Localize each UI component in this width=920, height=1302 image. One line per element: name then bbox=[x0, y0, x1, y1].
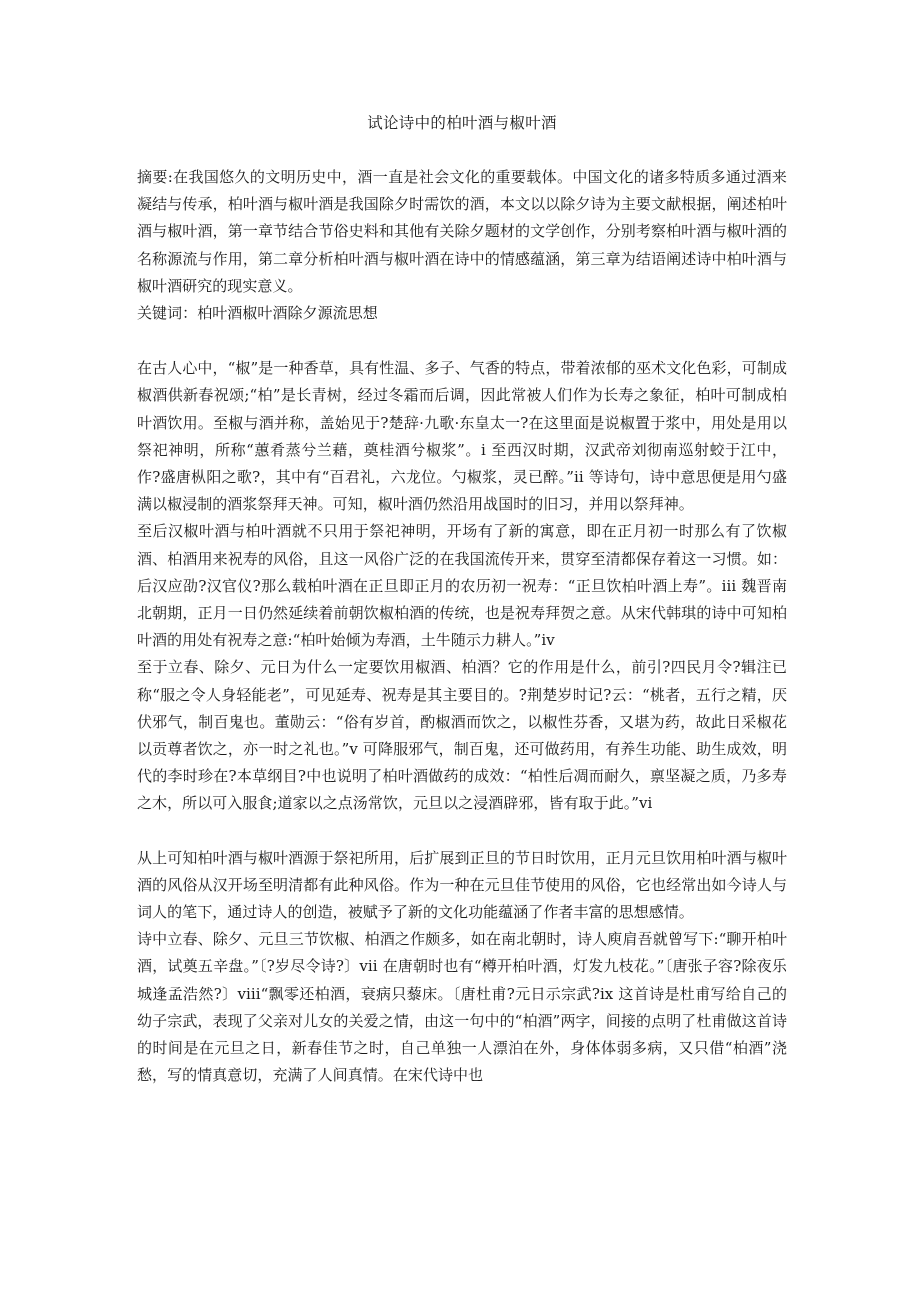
title-body-gap bbox=[137, 137, 787, 164]
keywords-label: 关键词： bbox=[137, 304, 198, 323]
abstract-text: 在我国悠久的文明历史中，酒一直是社会文化的重要载体。中国文化的诸多特质多通过酒来凝结与传承，柏叶酒与椒叶酒是我国除夕时需饮的酒，本文以以除夕诗为主要文献根据，阐述柏叶酒与椒叶酒，第一章节结合节俗史料和其他有关除夕题材的文学创作，分别考察柏叶酒与椒叶酒的名称源流与作用，第二章分析柏叶酒与椒叶酒在诗中的情感蕴涵，第三章为结语阐述诗中柏叶酒与椒叶酒研究的现实意义。 bbox=[137, 168, 787, 295]
body-paragraph-4: 从上可知柏叶酒与椒叶酒源于祭祀所用，后扩展到正旦的节日时饮用，正月元旦饮用柏叶酒与椒叶酒的风俗从汉开场至明清都有此种风俗。作为一种在元旦佳节使用的风俗，它也经常出如今诗人与词人的笔下，通过诗人的创造，被赋予了新的文化功能蕴涵了作者丰富的思想感情。 bbox=[137, 848, 787, 922]
keywords-text: 柏叶酒椒叶酒除夕源流思想 bbox=[197, 304, 378, 323]
body-paragraph-3: 至于立春、除夕、元日为什么一定要饮用椒酒、柏酒？它的作用是什么，前引?四民月令?辑注已称“服之令人身轻能老”，可见延寿、祝寿是其主要目的。?荆楚岁时记?云：“桃者，五行之精，厌伏邪气，制百鬼也。董勋云：“俗有岁首，酌椒酒而饮之，以椒性芬香，又堪为药，故此日采椒花以贡尊者饮之，亦一时之礼也。”v 可降服邪气，制百鬼，还可做药用，有养生功能、助生成效，明代的李时珍在?本草纲目?中也说明了柏叶酒做药的成效：“柏性后凋而耐久，禀坚凝之质，乃多寿之木，所以可入服食;道家以之点汤常饮，元旦以之浸酒辟邪，皆有取于此。”vi bbox=[137, 658, 787, 813]
body-paragraph-2: 至后汉椒叶酒与柏叶酒就不只用于祭祀神明，开场有了新的寓意，即在正月初一时那么有了饮椒酒、柏酒用来祝寿的风俗，且这一风俗广泛的在我国流传开来，贯穿至清都保存着这一习惯。如：后汉应劭?汉官仪?那么载柏叶酒在正旦即正月的农历初一祝寿：“正旦饮柏叶酒上寿”。iii 魏晋南北朝期，正月一日仍然延续着前朝饮椒柏酒的传统，也是祝寿拜贺之意。从宋代韩琪的诗中可知柏叶酒的用处有祝寿之意:“柏叶始倾为寿酒，土牛随示力耕人。”iv bbox=[137, 522, 787, 650]
page-title: 试论诗中的柏叶酒与椒叶酒 bbox=[367, 114, 557, 132]
abstract-label: 摘要: bbox=[137, 168, 173, 186]
top-margin-spacer bbox=[137, 0, 787, 110]
abstract-paragraph bbox=[137, 164, 787, 300]
body-paragraph-5: 诗中立春、除夕、元旦三节饮椒、柏酒之作颇多，如在南北朝时，诗人庾肩吾就曾写下:“聊开柏叶酒，试奠五辛盘。”〔?岁尽令诗?〕vii 在唐朝时也有“樽开柏叶酒，灯发九枝花。”〔唐张子容?除夜乐城逢孟浩然?〕viii“飘零还柏酒，衰病只藜床。〔唐杜甫?元日示宗武?ix 这首诗是杜甫写给自己的幼子宗武，表现了父亲对儿女的关爱之情，由这一句中的“柏酒”两字，间接的点明了杜甫做这首诗的时间是在元旦之日，新春佳节之时，自己单独一人漂泊在外，身体体弱多病，又只借“柏酒”浇愁，写的情真意切，充满了人间真情。在宋代诗中也 bbox=[137, 930, 787, 1085]
keywords-body-gap bbox=[137, 327, 787, 355]
body-paragraph-1: 在古人心中，“椒”是一种香草，具有性温、多子、气香的特点，带着浓郁的巫术文化色彩，可制成椒酒供新春祝颂;“柏”是长青树，经过冬霜而后调，因此常被人们作为长寿之象征，柏叶可制成柏叶酒饮用。至椒与酒并称，盖始见于?楚辞·九歌·东皇太一?在这里面是说椒置于浆中，用处是用以祭祀神明，所称“蕙肴蒸兮兰藉，奠桂酒兮椒浆”。i 至西汉时期，汉武帝刘彻南巡射蛟于江中，作?盛唐枞阳之歌?，其中有“百君礼，六龙位。勺椒浆，灵已醉。”ii 等诗句，诗中意思便是用勺盛满以椒浸制的酒浆祭拜天神。可知，椒叶酒仍然沿用战国时的旧习，并用以祭拜神。 bbox=[137, 359, 787, 514]
document-content bbox=[137, 0, 787, 1090]
section-gap bbox=[137, 818, 787, 845]
keywords-paragraph bbox=[137, 300, 787, 327]
